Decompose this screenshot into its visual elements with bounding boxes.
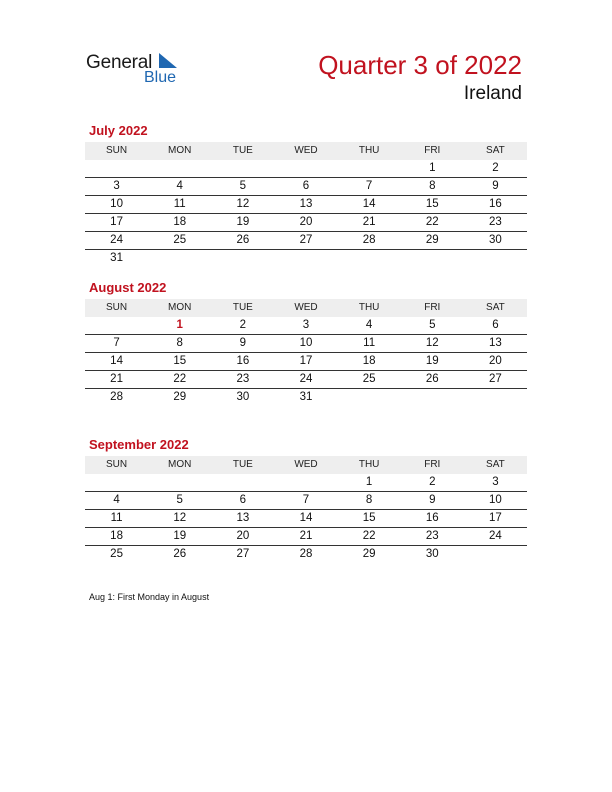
empty-day-cell	[274, 160, 337, 178]
day-cell: 8	[338, 492, 401, 510]
weekday-label: THU	[338, 456, 401, 474]
day-cell: 7	[85, 335, 148, 353]
empty-day-cell	[148, 250, 211, 267]
month-calendar-september	[85, 436, 527, 563]
day-cell: 12	[211, 196, 274, 214]
weekday-label: WED	[274, 456, 337, 474]
day-cell: 22	[148, 371, 211, 389]
day-cell: 24	[464, 528, 527, 546]
month-calendar-july	[85, 122, 527, 267]
empty-day-cell	[211, 250, 274, 267]
day-cell: 30	[464, 232, 527, 250]
day-cell: 24	[274, 371, 337, 389]
day-cell: 31	[110, 252, 123, 264]
day-cell: 14	[338, 196, 401, 214]
day-cell: 8	[401, 178, 464, 196]
day-cell: 16	[211, 353, 274, 371]
empty-day-cell	[338, 160, 401, 178]
logo-general-text: General	[86, 52, 153, 73]
weekday-label: SAT	[464, 142, 527, 160]
day-cell: 25	[110, 548, 123, 560]
day-cell: 2	[401, 474, 464, 492]
day-cell: 16	[464, 196, 527, 214]
day-cell: 27	[464, 371, 527, 389]
day-cell: 11	[338, 335, 401, 353]
month-title: August 2022	[89, 280, 167, 295]
empty-day-cell	[85, 317, 148, 335]
weekday-label: TUE	[211, 142, 274, 160]
day-cell: 3	[85, 178, 148, 196]
day-cell: 6	[274, 178, 337, 196]
day-cell: 29	[401, 232, 464, 250]
day-cell: 10	[464, 492, 527, 510]
empty-day-cell	[464, 250, 527, 267]
weekday-label: WED	[274, 299, 337, 317]
month-title: July 2022	[89, 123, 148, 138]
day-cell: 23	[464, 214, 527, 232]
day-cell: 20	[211, 528, 274, 546]
day-cell: 24	[85, 232, 148, 250]
day-cell: 22	[338, 528, 401, 546]
day-cell: 14	[85, 353, 148, 371]
day-cell: 4	[148, 178, 211, 196]
day-cell: 23	[211, 371, 274, 389]
empty-day-cell	[338, 250, 401, 267]
day-cell: 9	[211, 335, 274, 353]
empty-day-cell	[274, 250, 337, 267]
day-cell: 10	[274, 335, 337, 353]
day-cell: 20	[274, 214, 337, 232]
day-cell: 6	[464, 317, 527, 335]
day-cell: 2	[464, 160, 527, 178]
day-cell: 23	[401, 528, 464, 546]
weekday-label: MON	[148, 456, 211, 474]
day-cell: 31	[299, 391, 313, 403]
day-cell: 5	[211, 178, 274, 196]
day-cell: 28	[299, 548, 313, 560]
day-cell: 18	[85, 528, 148, 546]
day-cell: 27	[236, 548, 250, 560]
day-cell: 26	[211, 232, 274, 250]
weekday-header	[85, 454, 527, 474]
day-cell: 21	[338, 214, 401, 232]
day-cell: 7	[274, 492, 337, 510]
day-cell: 4	[338, 317, 401, 335]
page-title: Quarter 3 of 2022	[318, 50, 522, 80]
day-cell: 26	[401, 371, 464, 389]
empty-day-cell	[464, 389, 527, 406]
weekday-label: TUE	[211, 299, 274, 317]
day-cell: 18	[148, 214, 211, 232]
day-cell: 15	[401, 196, 464, 214]
month-calendar-august	[85, 279, 527, 406]
weekday-label: SUN	[85, 299, 148, 317]
logo-blue-text: Blue	[144, 69, 177, 86]
empty-day-cell	[211, 160, 274, 178]
day-cell: 5	[148, 492, 211, 510]
day-cell: 11	[85, 510, 148, 528]
day-cell: 15	[338, 510, 401, 528]
day-cell: 14	[274, 510, 337, 528]
weekday-label: TUE	[211, 456, 274, 474]
weekday-header	[85, 297, 527, 317]
day-cell: 18	[338, 353, 401, 371]
empty-day-cell	[148, 474, 211, 492]
day-cell: 12	[148, 510, 211, 528]
day-cell: 22	[401, 214, 464, 232]
empty-day-cell	[401, 250, 464, 267]
day-cell: 30	[425, 548, 439, 560]
empty-day-cell	[148, 160, 211, 178]
day-cell: 1	[148, 317, 211, 335]
day-grid	[85, 474, 527, 563]
day-cell: 2	[211, 317, 274, 335]
empty-day-cell	[85, 160, 148, 178]
day-cell: 28	[110, 391, 123, 403]
day-cell: 29	[173, 391, 187, 403]
day-cell: 27	[274, 232, 337, 250]
empty-day-cell	[401, 389, 464, 406]
day-cell: 3	[274, 317, 337, 335]
day-cell: 13	[464, 335, 527, 353]
country-name: Ireland	[463, 83, 522, 104]
empty-day-cell	[274, 474, 337, 492]
empty-day-cell	[85, 474, 148, 492]
logo-triangle-icon	[159, 53, 177, 69]
day-cell: 21	[274, 528, 337, 546]
weekday-label: FRI	[401, 456, 464, 474]
day-grid	[85, 317, 527, 406]
day-cell: 1	[401, 160, 464, 178]
day-cell: 21	[85, 371, 148, 389]
day-cell: 11	[148, 196, 211, 214]
weekday-label: FRI	[401, 299, 464, 317]
day-cell: 16	[401, 510, 464, 528]
empty-day-cell	[464, 546, 527, 563]
day-cell: 15	[148, 353, 211, 371]
weekday-label: WED	[274, 142, 337, 160]
day-cell: 30	[236, 391, 250, 403]
day-cell: 9	[401, 492, 464, 510]
day-cell: 19	[401, 353, 464, 371]
day-cell: 17	[464, 510, 527, 528]
day-cell: 10	[85, 196, 148, 214]
weekday-label: SAT	[464, 299, 527, 317]
day-cell: 25	[338, 371, 401, 389]
weekday-label: SUN	[85, 142, 148, 160]
day-cell: 6	[211, 492, 274, 510]
day-cell: 25	[148, 232, 211, 250]
day-cell: 13	[274, 196, 337, 214]
day-cell: 3	[464, 474, 527, 492]
day-cell: 1	[338, 474, 401, 492]
weekday-label: MON	[148, 299, 211, 317]
day-cell: 19	[211, 214, 274, 232]
day-cell: 8	[148, 335, 211, 353]
weekday-header	[85, 140, 527, 160]
day-cell: 7	[338, 178, 401, 196]
weekday-label: FRI	[401, 142, 464, 160]
weekday-label: SAT	[464, 456, 527, 474]
day-cell: 17	[85, 214, 148, 232]
day-cell: 19	[148, 528, 211, 546]
month-title: September 2022	[89, 437, 189, 452]
day-cell: 13	[211, 510, 274, 528]
day-cell: 17	[274, 353, 337, 371]
day-cell: 28	[338, 232, 401, 250]
day-cell: 26	[173, 548, 187, 560]
day-cell: 29	[362, 548, 376, 560]
empty-day-cell	[338, 389, 401, 406]
weekday-label: SUN	[85, 456, 148, 474]
holiday-note: Aug 1: First Monday in August	[89, 592, 210, 602]
empty-day-cell	[211, 474, 274, 492]
weekday-label: THU	[338, 142, 401, 160]
day-cell: 4	[85, 492, 148, 510]
day-cell: 9	[464, 178, 527, 196]
day-grid	[85, 160, 527, 267]
day-cell: 5	[401, 317, 464, 335]
day-cell: 12	[401, 335, 464, 353]
generalblue-logo	[86, 50, 196, 90]
day-cell: 20	[464, 353, 527, 371]
weekday-label: MON	[148, 142, 211, 160]
weekday-label: THU	[338, 299, 401, 317]
